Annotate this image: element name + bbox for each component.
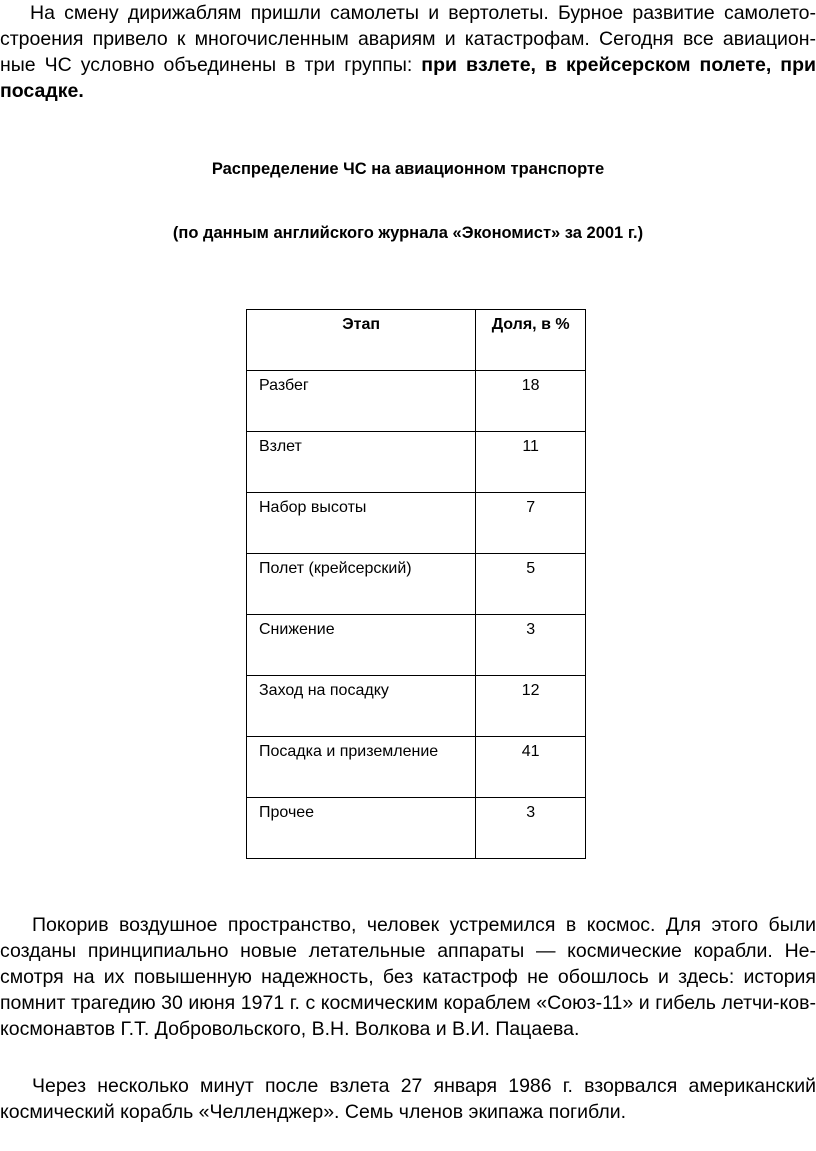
share-cell: 11 xyxy=(476,432,586,493)
table-row xyxy=(247,371,586,432)
column-header-share: Доля, в % xyxy=(476,310,586,371)
stage-cell: Посадка и приземление xyxy=(247,737,476,798)
stage-cell: Взлет xyxy=(247,432,476,493)
share-cell: 12 xyxy=(476,676,586,737)
space-paragraph xyxy=(0,912,816,1042)
share-cell: 7 xyxy=(476,493,586,554)
table-source: (по данным английского журнала «Экономист» за 2001 г.) xyxy=(172,224,644,242)
stage-cell: Разбег xyxy=(247,371,476,432)
intro-paragraph xyxy=(0,0,816,104)
table-row xyxy=(247,615,586,676)
stage-cell: Полет (крейсерский) xyxy=(247,554,476,615)
table-row xyxy=(247,554,586,615)
share-cell: 5 xyxy=(476,554,586,615)
table-row xyxy=(247,432,586,493)
share-cell: 3 xyxy=(476,798,586,859)
stage-cell: Заход на посадку xyxy=(247,676,476,737)
table-row xyxy=(247,676,586,737)
intro-bold-text: при взлете, в крейсерском полете, при посадке. xyxy=(0,54,816,102)
table-title: Распределение ЧС на авиационном транспорте xyxy=(211,160,605,178)
stage-cell: Набор высоты xyxy=(247,493,476,554)
challenger-paragraph xyxy=(0,1073,816,1125)
table-header-row xyxy=(247,310,586,371)
table-row xyxy=(247,798,586,859)
stage-cell: Снижение xyxy=(247,615,476,676)
share-cell: 18 xyxy=(476,371,586,432)
share-cell: 41 xyxy=(476,737,586,798)
space-paragraph-text: Покорив воздушное пространство, человек устремился в космос. Для этого были созданы принципиально новые летательные аппараты — космические корабли. Не-смотря на их повышенную надежность, без катастроф не обошлось и здесь: история помнит трагедию 30 июня 1971 г. с космическим кораблем «Союз-11» и гибель летчи-ков-космонавтов Г.Т. Добровольского, В.Н. Волкова и В.И. Пацаева. xyxy=(0,914,816,1040)
intro-text: На смену дирижаблям пришли самолеты и вертолеты. Бурное развитие самолето-строения привело к многочисленным авариям и катастрофам. Сегодня все авиацион-ные ЧС условно объединены в три группы: xyxy=(0,2,816,76)
challenger-paragraph-text: Через несколько минут после взлета 27 января 1986 г. взорвался американский космический корабль «Челленджер». Семь членов экипажа погибли. xyxy=(0,1075,816,1123)
share-cell: 3 xyxy=(476,615,586,676)
table-row xyxy=(247,493,586,554)
table-row xyxy=(247,737,586,798)
column-header-stage: Этап xyxy=(247,310,476,371)
accident-distribution-table xyxy=(246,309,586,859)
stage-cell: Прочее xyxy=(247,798,476,859)
